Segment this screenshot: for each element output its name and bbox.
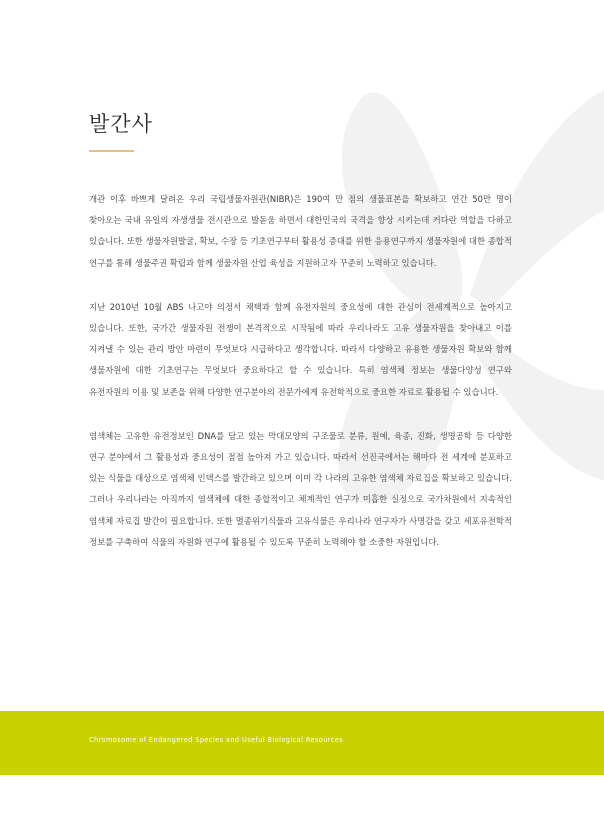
paragraph-2: 지난 2010년 10월 ABS 나고야 의정서 채택과 함께 유전자원의 중요성에 대한 관심이 전세계적으로 높아지고 있습니다. 또한, 국가간 생물자원 전쟁이 본격적으로 시작됨에 따라 우리나라도 고유 생물자원을 찾아내고 이를 지켜낼 수 있는 관리 방안 마련이 무엇보다 시급하다고 생각합니다. 따라서 다양하고 유용한 생물자원 확보와 함께 생물자원에 대한 기초연구는 무엇보다 중요하다고 할 수 있습니다. 특히 염색체 정보는 생물다양성 연구와 유전자원의 이용 및 보존을 위해 다양한 연구분야의 전문가에게 유전학적으로 중요한 자료로 활용될 수 있습니다. xyxy=(89,301,512,397)
body-text xyxy=(89,189,512,576)
page-title: 발간사 xyxy=(89,112,153,136)
footer-band xyxy=(0,711,604,775)
paragraph-1: 개관 이후 바쁘게 달려온 우리 국립생물자원관(NIBR)은 190여 만 점의 생물표본을 확보하고 연간 50만 명이 찾아오는 국내 유일의 자생생물 전시관으로 발돋움 하면서 대한민국의 국격을 향상 시키는데 커다란 역할을 다하고 있습니다. 또한 생물자원발굴, 확보, 수장 등 기초연구부터 활용성 증대를 위한 응용연구까지 생물자원에 대한 종합적 연구를 통해 생물주권 확립과 함께 생물자원 산업 육성을 지원하고자 꾸준히 노력하고 있습니다. xyxy=(89,194,512,268)
title-divider xyxy=(89,150,134,152)
footer-caption: Chromosome of Endangered Species and Useful Biological Resources xyxy=(89,736,344,744)
paragraph-3: 염색체는 고유한 유전정보인 DNA를 담고 있는 막대모양의 구조물로 분류, 원예, 육종, 진화, 생명공학 등 다양한 연구 분야에서 그 활용성과 중요성이 점점 높아져 가고 있습니다. 따라서 선진국에서는 해마다 전 세계에 분포하고 있는 식물을 대상으로 염색체 인덱스를 발간하고 있으며 이미 각 나라의 고유한 염색체 자료집을 확보하고 있습니다. 그러나 우리나라는 아직까지 염색체에 대한 종합적이고 체계적인 연구가 미흡한 실정으로 국가차원에서 지속적인 염색체 자료집 발간이 필요합니다. 또한 멸종위기식물과 고유식물은 우리나라 연구자가 사명감을 갖고 세포유전학적 정보를 구축하여 식물의 자원화 연구에 활용될 수 있도록 꾸준히 노력해야 할 소중한 자원입니다. xyxy=(89,430,512,547)
